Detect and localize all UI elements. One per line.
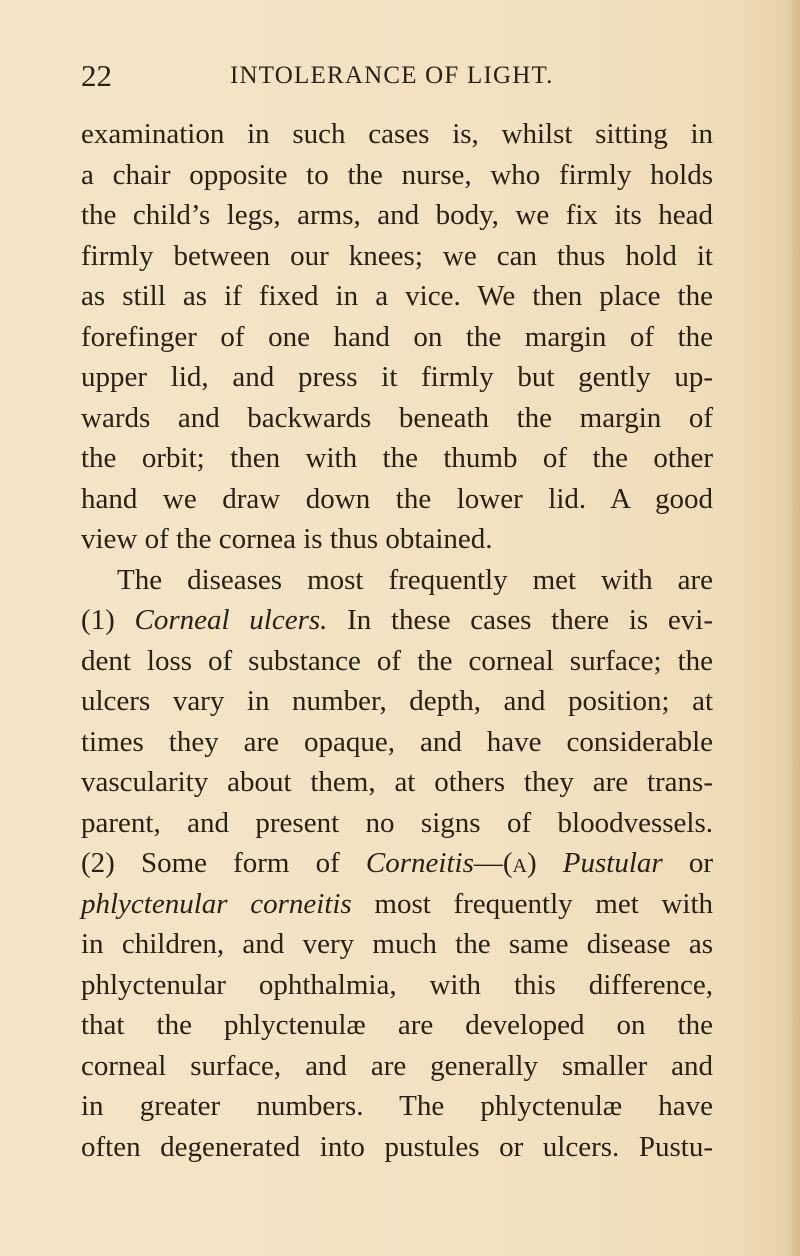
text-line: the orbit; then with the thumb of the other xyxy=(81,442,713,474)
text-line: The diseases most frequently met with are xyxy=(117,563,713,596)
text-line: dent loss of substance of the corneal surface; the xyxy=(81,644,713,677)
text-line: times they are opaque, and have considerable xyxy=(81,725,713,758)
text-line: forefinger of one hand on the margin of the xyxy=(81,320,713,353)
text-line: (2) Some form of Corneitis—(a) Pustular or xyxy=(81,847,713,879)
text-line: as still as if fixed in a vice. We then place the xyxy=(81,280,713,312)
running-head: INTOLERANCE OF LIGHT. xyxy=(230,62,554,89)
italic-term: phlyctenular corneitis xyxy=(81,887,352,920)
text-line: wards and backwards beneath the margin of xyxy=(81,401,713,434)
text-line: parent, and present no signs of bloodvessels. xyxy=(81,806,713,839)
small-caps-letter: a xyxy=(512,847,527,879)
page-number: 22 xyxy=(81,58,112,93)
page-edge-shadow xyxy=(786,0,800,1256)
text-line: phlyctenular ophthalmia, with this difference, xyxy=(81,968,713,1001)
italic-term: Pustular xyxy=(562,847,663,879)
text-line: phlyctenular corneitis most frequently met with xyxy=(81,887,713,920)
page-header xyxy=(81,56,712,96)
text-line: (1) Corneal ulcers. In these cases there is evi- xyxy=(81,604,713,636)
text-line: the child’s legs, arms, and body, we fix its head xyxy=(81,199,713,231)
text-line: ulcers vary in number, depth, and position; at xyxy=(81,685,713,717)
italic-term: Corneal ulcers. xyxy=(134,604,328,636)
text-line: firmly between our knees; we can thus hold it xyxy=(81,239,713,272)
text-line: corneal surface, and are generally smaller and xyxy=(81,1049,713,1082)
text-line: hand we draw down the lower lid. A good xyxy=(81,482,713,515)
text-line: that the phlyctenulæ are developed on the xyxy=(81,1009,713,1041)
text-line: in children, and very much the same disease as xyxy=(81,928,713,960)
text-line: view of the cornea is thus obtained. xyxy=(81,523,493,555)
text-line: examination in such cases is, whilst sitting in xyxy=(81,118,713,150)
italic-term: Corneitis xyxy=(365,847,474,879)
body-text xyxy=(81,114,713,1167)
text-line: in greater numbers. The phlyctenulæ have xyxy=(81,1090,713,1122)
text-line: upper lid, and press it firmly but gently up- xyxy=(81,361,713,393)
text-line: often degenerated into pustules or ulcers. Pustu- xyxy=(81,1130,713,1163)
text-line: vascularity about them, at others they are trans- xyxy=(81,766,713,798)
text-line: a chair opposite to the nurse, who firmly holds xyxy=(81,158,713,191)
